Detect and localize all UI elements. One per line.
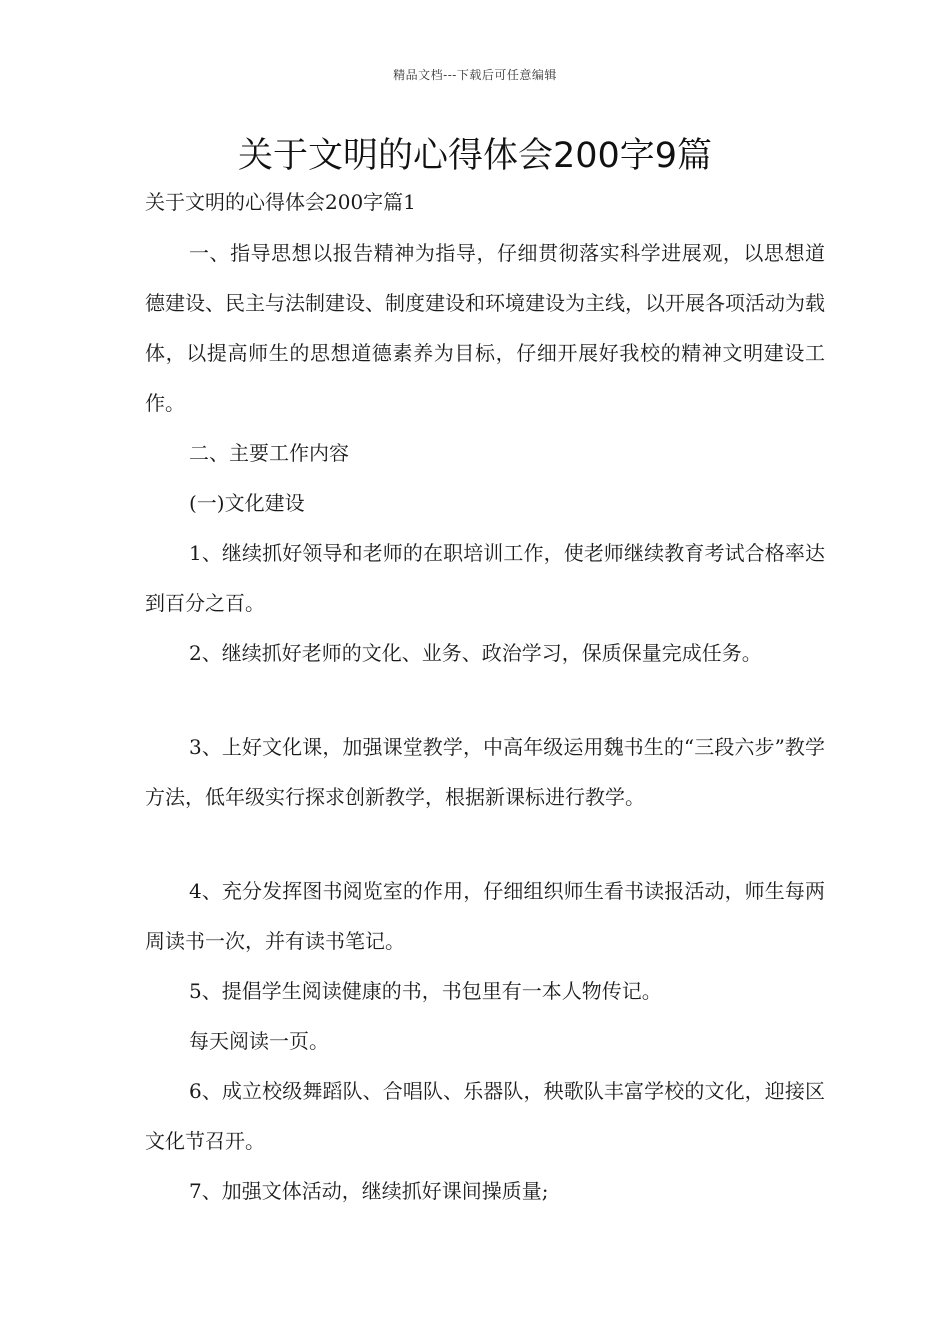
- paragraph-item-5: 5、提倡学生阅读健康的书，书包里有一本人物传记。: [189, 979, 662, 1003]
- paragraph-item-7: 7、加强文体活动，继续抓好课间操质量;: [189, 1179, 549, 1203]
- document-body: [145, 228, 825, 1216]
- paragraph-culture-heading: (一)文化建设: [189, 491, 305, 515]
- paragraph-item-1: 1、继续抓好领导和老师的在职培训工作，使老师继续教育考试合格率达到百分之百。: [145, 541, 825, 615]
- paragraph-main-work-heading: 二、主要工作内容: [189, 441, 349, 465]
- document-title: 关于文明的心得体会200字9篇: [237, 136, 713, 176]
- paragraph-item-2: 2、继续抓好老师的文化、业务、政治学习，保质保量完成任务。: [189, 641, 762, 665]
- paragraph-item-3: 3、上好文化课，加强课堂教学，中高年级运用魏书生的“三段六步”教学方法，低年级实行探求创新教学，根据新课标进行教学。: [145, 735, 825, 809]
- paragraph-item-4: 4、充分发挥图书阅览室的作用，仔细组织师生看书读报活动，师生每两周读书一次，并有读书笔记。: [145, 879, 825, 953]
- paragraph-guiding-ideology: 一、指导思想以报告精神为指导，仔细贯彻落实科学进展观，以思想道德建设、民主与法制建设、制度建设和环境建设为主线，以开展各项活动为载体，以提高师生的思想道德素养为目标，仔细开展好我校的精神文明建设工作。: [145, 241, 825, 415]
- paragraph-item-5-continued: 每天阅读一页。: [189, 1029, 329, 1053]
- paragraph-item-6: 6、成立校级舞蹈队、合唱队、乐器队，秧歌队丰富学校的文化，迎接区文化节召开。: [145, 1079, 825, 1153]
- section-heading: 关于文明的心得体会200字篇1: [145, 190, 416, 214]
- page-header-note: 精品文档---下载后可任意编辑: [393, 68, 557, 82]
